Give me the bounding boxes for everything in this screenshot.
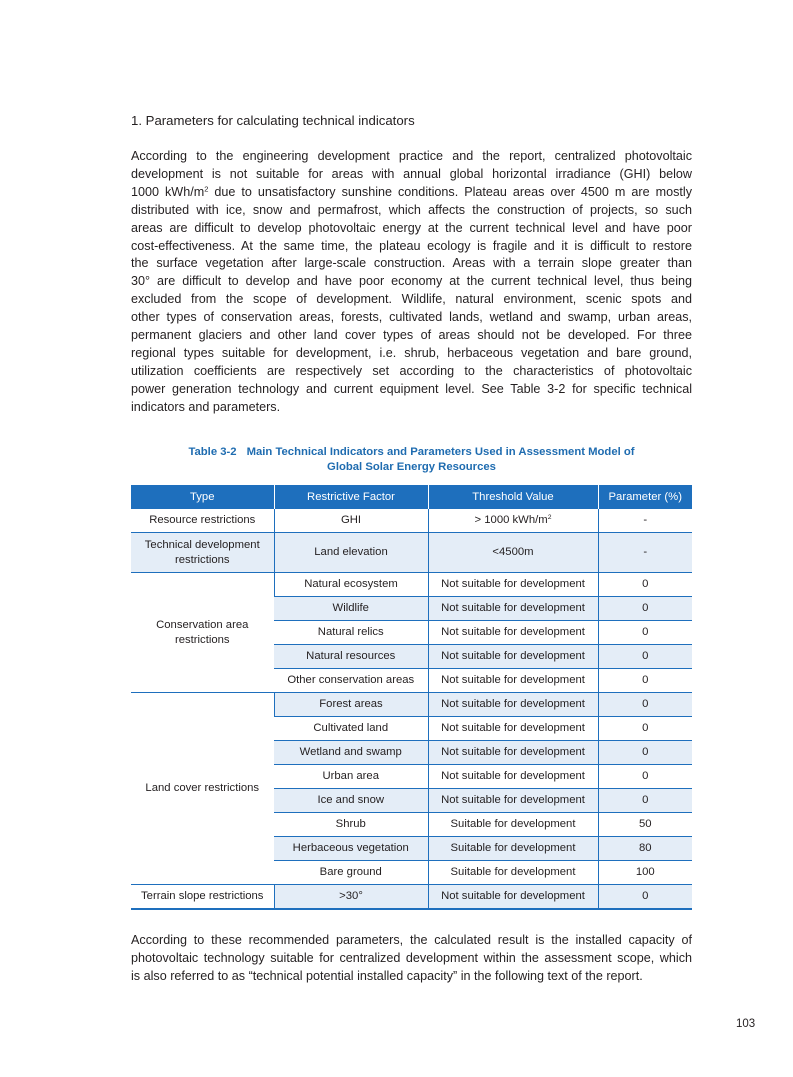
group-technical-development-restrictions	[131, 533, 274, 573]
cell-parameter: 0	[598, 621, 692, 645]
caption-title-line2: Global Solar Energy Resources	[327, 461, 496, 473]
cell-factor: >30°	[274, 885, 428, 910]
cell-threshold: Not suitable for development	[428, 765, 598, 789]
cell-parameter: 0	[598, 597, 692, 621]
caption-title-line1: Main Technical Indicators and Parameters Used in Assessment Model of	[246, 446, 635, 458]
cell-threshold: Suitable for development	[428, 837, 598, 861]
table-row	[131, 885, 692, 910]
parameters-table	[131, 485, 692, 910]
text-line: utilization coefficients are respectively set according to the characteristics of photovoltaic	[131, 363, 692, 378]
cell-parameter: 0	[598, 741, 692, 765]
cell-threshold: Not suitable for development	[428, 669, 598, 693]
header-type: Type	[131, 485, 274, 509]
cell-factor: Forest areas	[274, 693, 428, 717]
group-land-cover-restrictions: Land cover restrictions	[131, 693, 274, 885]
text-line: other types of conservation areas, forests, cultivated lands, wetland and swamp, urban areas,	[131, 310, 692, 325]
group-resource-restrictions: Resource restrictions	[131, 509, 274, 533]
table-header-row	[131, 485, 692, 509]
cell-factor: Natural resources	[274, 645, 428, 669]
cell-factor: GHI	[274, 509, 428, 533]
group-label-line: Conservation area	[156, 618, 249, 631]
cell-parameter: 0	[598, 573, 692, 597]
table-row	[131, 573, 692, 597]
page-number: 103	[736, 1018, 756, 1030]
text-line: distributed with ice, snow and permafrost, which affects the construction of projects, so such	[131, 202, 692, 217]
text-line: According to these recommended parameters, the calculated result is the installed capacity of	[131, 933, 692, 947]
group-label-line: Technical development	[144, 538, 260, 551]
cell-parameter: 0	[598, 645, 692, 669]
text-line: cost-effectiveness. At the same time, the plateau ecology is fragile and it is difficult to restore	[131, 238, 692, 253]
text-line: permanent glaciers and other land cover types of areas should not be developed. For three	[131, 328, 692, 343]
group-label-line: restrictions	[174, 633, 230, 646]
cell-parameter: 0	[598, 693, 692, 717]
cell-parameter: 0	[598, 717, 692, 741]
group-label-line: restrictions	[174, 553, 230, 566]
superscript-two: 2	[204, 184, 209, 194]
text-line: regional types suitable for development, i.e. shrub, herbaceous vegetation and bare ground,	[131, 345, 692, 360]
text-line: areas are difficult to develop photovoltaic energy at the current technical level and have poor	[131, 220, 692, 235]
cell-factor: Wetland and swamp	[274, 741, 428, 765]
table-row	[131, 693, 692, 717]
superscript-two: 2	[547, 513, 552, 521]
cell-threshold: Not suitable for development	[428, 741, 598, 765]
text-line: excluded from the scope of development. Wildlife, natural environment, scenic spots and	[131, 292, 692, 307]
table-caption	[131, 445, 692, 475]
cell-threshold: Suitable for development	[428, 813, 598, 837]
cell-parameter: 0	[598, 789, 692, 813]
cell-factor: Land elevation	[274, 533, 428, 573]
cell-threshold: <4500m	[428, 533, 598, 573]
cell-parameter: 0	[598, 885, 692, 910]
cell-factor: Ice and snow	[274, 789, 428, 813]
paragraph-parameters	[131, 148, 692, 417]
cell-threshold: Not suitable for development	[428, 693, 598, 717]
cell-threshold: Suitable for development	[428, 861, 598, 885]
cell-parameter: -	[598, 509, 692, 533]
cell-parameter: 80	[598, 837, 692, 861]
cell-threshold: Not suitable for development	[428, 645, 598, 669]
caption-label: Table 3-2	[188, 446, 237, 458]
group-conservation-area-restrictions	[131, 573, 274, 693]
cell-threshold: Not suitable for development	[428, 621, 598, 645]
cell-factor: Natural relics	[274, 621, 428, 645]
cell-threshold: > 1000 kWh/$m^2$	[428, 509, 598, 533]
cell-factor: Herbaceous vegetation	[274, 837, 428, 861]
header-restrictive-factor: Restrictive Factor	[274, 485, 428, 509]
header-threshold-value: Threshold Value	[428, 485, 598, 509]
text-line: is also referred to as “technical potential installed capacity” in the following text of the report.	[131, 968, 643, 983]
cell-factor: Wildlife	[274, 597, 428, 621]
cell-parameter: 0	[598, 669, 692, 693]
table-row	[131, 509, 692, 533]
text-line: power generation technology and current equipment level. See Table 3-2 for specific technical	[131, 381, 692, 396]
cell-parameter: -	[598, 533, 692, 573]
cell-factor: Bare ground	[274, 861, 428, 885]
cell-factor: Urban area	[274, 765, 428, 789]
cell-parameter: 100	[598, 861, 692, 885]
cell-threshold: Not suitable for development	[428, 573, 598, 597]
cell-factor: Natural ecosystem	[274, 573, 428, 597]
text-line: development is not suitable for areas with annual global horizontal irradiance (GHI) below	[131, 166, 692, 181]
text-line: 1000 kWh/$m^2$ due to unsatisfactory sunshine conditions. Plateau areas over 4500 m are mostly	[131, 184, 692, 199]
cell-factor: Cultivated land	[274, 717, 428, 741]
text-line: 30° are difficult to develop and have poor economy at the current technical level, thus being	[131, 274, 692, 289]
cell-factor: Shrub	[274, 813, 428, 837]
text-line: According to the engineering development practice and the report, centralized photovoltaic	[131, 149, 692, 163]
group-terrain-slope-restrictions: Terrain slope restrictions	[131, 885, 274, 910]
section-heading: 1. Parameters for calculating technical indicators	[131, 113, 415, 128]
text-line: indicators and parameters.	[131, 399, 281, 414]
cell-threshold: Not suitable for development	[428, 789, 598, 813]
cell-threshold: Not suitable for development	[428, 885, 598, 910]
table-row	[131, 533, 692, 573]
cell-parameter: 0	[598, 765, 692, 789]
cell-threshold: Not suitable for development	[428, 597, 598, 621]
paragraph-conclusion	[131, 932, 692, 986]
cell-parameter: 50	[598, 813, 692, 837]
cell-threshold: Not suitable for development	[428, 717, 598, 741]
text-line: photovoltaic technology suitable for centralized development within the assessment scope, which	[131, 950, 692, 965]
text-line: the surface vegetation after large-scale construction. Areas with a terrain slope greater than	[131, 256, 692, 271]
cell-factor: Other conservation areas	[274, 669, 428, 693]
header-parameter: Parameter (%)	[598, 485, 692, 509]
